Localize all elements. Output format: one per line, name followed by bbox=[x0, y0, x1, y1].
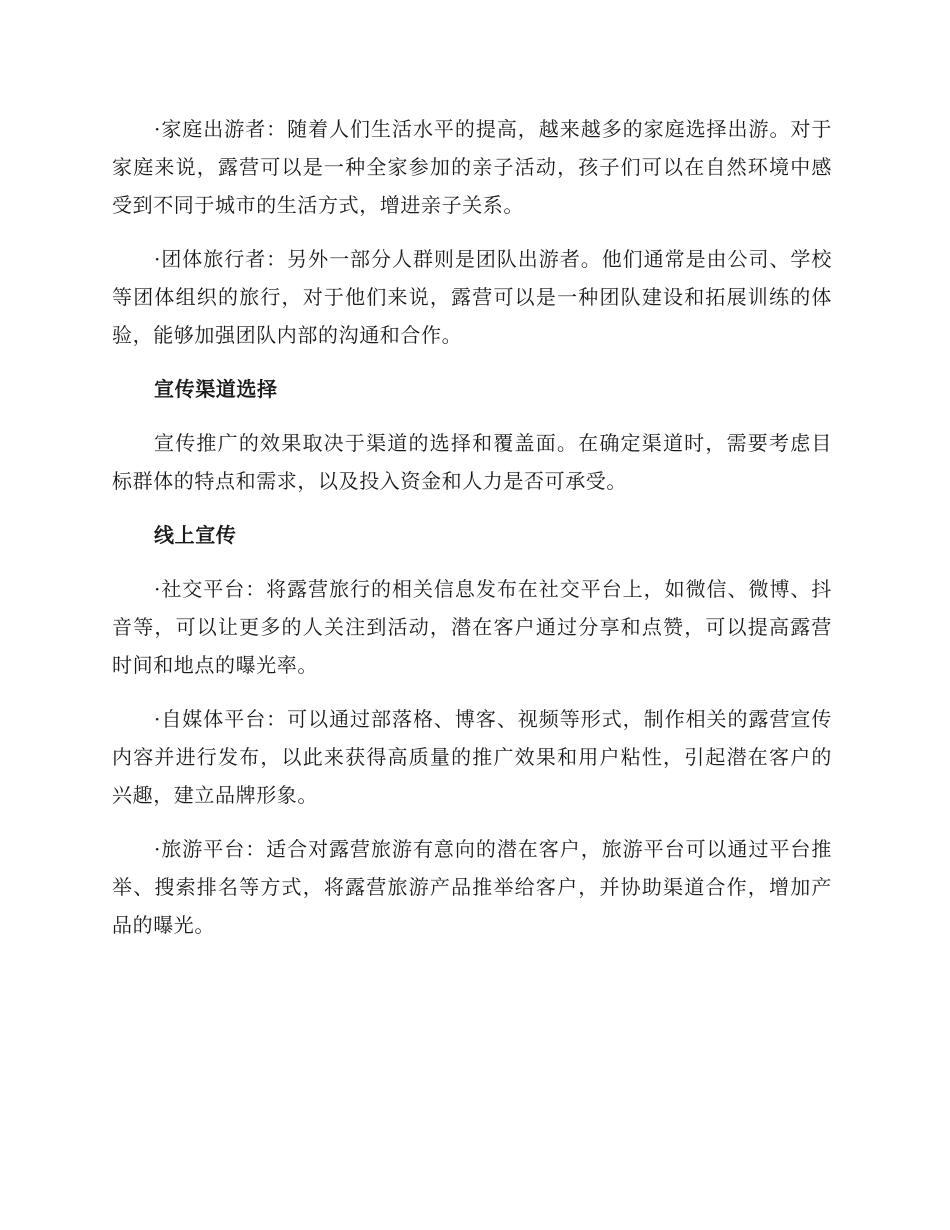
paragraph-self-media-platforms: ·自媒体平台：可以通过部落格、博客、视频等形式，制作相关的露营宣传内容并进行发布，以此来获得高质量的推广效果和用户粘性，引起潜在客户的兴趣，建立品牌形象。 bbox=[112, 707, 832, 807]
paragraph-social-platforms: ·社交平台：将露营旅行的相关信息发布在社交平台上，如微信、微博、抖音等，可以让更多的人关注到活动，潜在客户通过分享和点赞，可以提高露营时间和地点的曝光率。 bbox=[112, 577, 832, 677]
document-page bbox=[112, 110, 832, 960]
paragraph-group-travelers: ·团体旅行者：另外一部分人群则是团队出游者。他们通常是由公司、学校等团体组织的旅行，对于他们来说，露营可以是一种团队建设和拓展训练的体验，能够加强团队内部的沟通和合作。 bbox=[112, 247, 832, 347]
heading-channel-selection: 宣传渠道选择 bbox=[154, 377, 278, 401]
heading-online-promotion: 线上宣传 bbox=[154, 523, 237, 547]
paragraph-family-travelers: ·家庭出游者：随着人们生活水平的提高，越来越多的家庭选择出游。对于家庭来说，露营可以是一种全家参加的亲子活动，孩子们可以在自然环境中感受到不同于城市的生活方式，增进亲子关系。 bbox=[112, 117, 832, 217]
paragraph-travel-platforms: ·旅游平台：适合对露营旅游有意向的潜在客户，旅游平台可以通过平台推举、搜索排名等方式，将露营旅游产品推举给客户，并协助渠道合作，增加产品的曝光。 bbox=[112, 837, 832, 937]
paragraph-channel-selection: 宣传推广的效果取决于渠道的选择和覆盖面。在确定渠道时，需要考虑目标群体的特点和需求，以及投入资金和人力是否可承受。 bbox=[112, 431, 832, 493]
